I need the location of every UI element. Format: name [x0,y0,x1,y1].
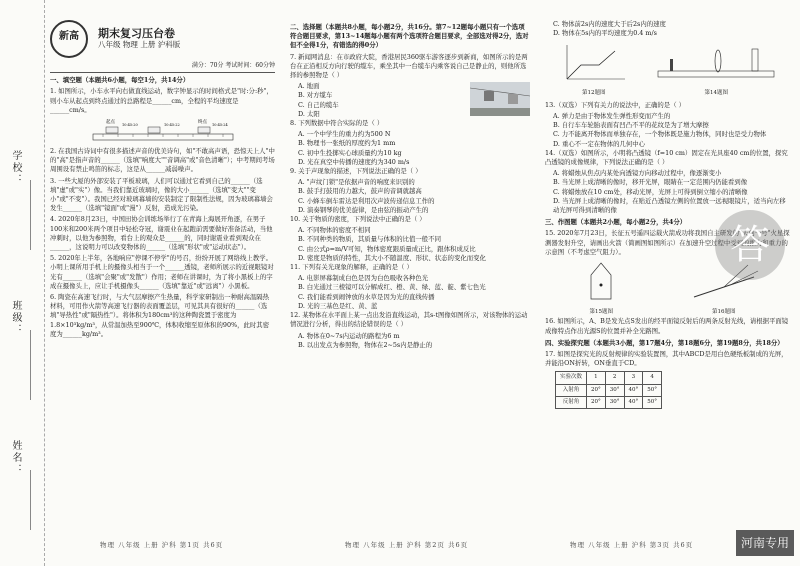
q10-option-c: C. 由公式ρ=m/V可知，物体密度跟质量成正比，跟体积成反比 [298,244,476,253]
q9-option-c: C. 小蜂车倒车雷达是利用次声波传递信息工作的 [298,196,435,205]
page-2 [290,20,530,350]
time-2: 10:45:22 [163,123,180,128]
q10-option-d: D. 密度是物质的特性，其大小不随温度、形状、状态的变化而变化 [298,253,486,262]
table-cell: 30° [605,396,624,408]
page-title: 期末复习压台卷 [98,26,176,40]
table-cell: 30° [605,384,624,396]
q14-option-d: D. 当光屏上成清晰的像时，在贴近凸透镜左侧的位置放一远视眼镜片，适当向左移动光屏可得到清晰的像 [553,196,786,215]
q8-option-b: B. 物理书一张纸的厚度约为1 mm [298,139,396,148]
q8-option-d: D. 光在真空中传播的速度约为340 m/s [298,157,410,166]
time-3: 10:45:24 [211,123,228,128]
optical-bench [656,41,776,85]
class-field [30,330,31,400]
table-header-cell: 3 [624,372,643,384]
q14-option-a: A. 将蜡烛从焦点内某处向透镜方向移动过程中，像逐渐变小 [553,169,722,178]
start-mark: 起点 [105,120,115,126]
figure-16-caption: 第16题图 [712,309,736,316]
q11-option-d: D. 光的三基色是红、黄、蓝 [298,301,378,310]
section-experiment: 四、实验探究题（本题共3小题，第17题4分，第18题6分，第19题8分，共18分） [545,338,784,347]
rocket-figure [571,259,631,305]
q14-option-c: C. 将蜡烛放在10 cm处，移动光屏，光屏上可得到倒立缩小的清晰像 [553,187,748,196]
question-15: 15. 2020年7月23日，长征五号遥四运载火箭成功将我国自主研发的"天问一号"火星探测器发射升空，请画出火箭（简画图如图所示）在加速升空过程中受到的推力和重力的示意图（不考虑空气阻力）。 [545,229,790,256]
question-13: 13.（双选）下列有关力的说法中，正确的是（ ） [545,100,686,109]
car-mid [148,127,160,133]
car-end [198,127,210,133]
figure-14 [656,41,776,97]
figure-15 [571,259,631,317]
section-fill-in: 一、填空题（本题共6小题，每空1分，共14分） [50,76,190,85]
q13-option-c: C. 力不能离开物体而单独存在，一个物体既是施力物体，同时也是受力物体 [553,130,767,139]
table-header-cell: 1 [587,372,606,384]
question-17: 17. 如图是探究光的反射规律的实验装置图，其中ABCD是用白色硬纸板制成的光屏，并能沿ON折转，ON垂直于CD。 [545,350,788,368]
figure-12 [559,41,629,97]
page-subtitle: 八年级 物理 上册 沪科版 [98,40,181,49]
name-field [30,470,31,530]
binding-margin [0,0,45,566]
table-row [556,396,662,408]
table-cell: 40° [624,396,643,408]
q10-option-a: A. 不同物体的密度不相同 [298,226,371,235]
table-cell: 50° [643,396,662,408]
table-header-cell: 4 [643,372,662,384]
q13-option-d: D. 重心不一定在物体的几何中心 [553,139,646,148]
figure-15-caption: 第15题图 [589,309,613,316]
question-9: 9. 关于声现象的描述，下列说法正确的是（ ） [290,167,422,176]
question-7-options [290,82,339,119]
q13-option-a: A. 弹力是由于物体发生弹性形变而产生的 [553,112,671,121]
question-11: 11. 下列有关光现象的解释，正确的是（ ） [290,263,413,272]
q11-option-b: B. 白光通过三棱镜可以分解成红、橙、黄、绿、蓝、靛、紫七色光 [298,283,486,292]
q14-option-b: B. 当光屏上成清晰的像时，移开光屏，眼睛在一定范围内仍能看到像 [553,178,748,187]
question-4: 4. 2020年8月23日，中国田协会训练场举行了在青海上海展开角逐，在男子100米和200米两个项目中轻松夺冠，谢震业在起跑前需要做好准备活动，当他冲刺时，以他为参照物，看台上的观众是______的，同时谢震业看到观众在______，这说明力可以改变物体的______（选填"形状"或"运动状态"）。 [50,215,273,252]
q7-option-d: D. 太阳 [298,109,320,118]
q10-option-b: B. 不同种类的物质，其质量与体积的比值一般不同 [298,235,441,244]
figure-14-caption: 第14题图 [704,89,728,96]
header [50,20,275,73]
cable-car-photo [470,82,530,116]
question-5: 5. 2020年上半年，各地响应"停课不停学"的号召，纷纷开展了网络线上教学。小明上课所用手机上的摄像头相当于一个______透镜，老师所展示的近视眼镜对光有______（选填"会聚"或"发散"）作用；老师在讲课时，为了将小黑板上的字成在摄像头上，应让手机摄像头______（选填"靠近"或"远离"）小黑板。 [50,254,274,290]
q8-option-a: A. 一个中学生的重力约为500 N [298,130,391,139]
q7-option-c: C. 自己的缆车 [298,100,339,109]
question-8: 8. 下列数据中符合实际的是（ ） [290,119,384,128]
table-header-cell: 实验次数 [556,372,587,384]
question-3: 3. 一些大厦的外部安装了平板玻璃，人们可以通过它看到自己的______（选填"虚"或"实"）像。当我们靠近玻璃时，像的大小______（选填"变大""变小"或"不变"）。我国已经对玻璃幕墙的安装制定了限制性法规，因为玻璃幕墙会发生______（选填"镜面"或"漫"）反射，造成光污染。 [50,176,273,213]
footer-page-2: 物理 八年级 上册 沪科 第2页 共6页 [345,541,469,549]
question-1: 1. 如图所示，小车水平向右做直线运动，数字钟显示的时间格式是"时:分:秒"，则小车从起点到终点通过的总路程是______cm，全程的平均速度是______cm/s。 [50,87,273,114]
ruler-ticks [103,134,223,137]
question-7-body [290,82,530,119]
car-start [106,127,118,133]
school-label: 学校： [10,150,21,186]
table-cell: 20° [587,384,606,396]
question-2: 2. 在我国古诗词中有很多描述声音的优美诗句，如"不敢高声语，恐惊天上人"中的"高"是指声音的______（选填"响度大""音调高"或"音色清晰"）；中考期间考场周围设有禁止鸣笛的标志，这是从______减弱噪声。 [50,147,275,174]
section-multiple-choice: 二、选择题（本题共8小题，每小题2分，共16分。第7~12题每小题只有一个选项符合题目要求，第13~14题每小题有两个选项符合题目要求，全部选对得2分，选对但不全得1分，有错选的得0分） [290,23,529,50]
footer-page-1: 物理 八年级 上册 沪科 第1页 共6页 [100,541,224,549]
table-row [556,384,662,396]
q11-option-c: C. 我们能看到闹钟放的水草是因为光的直线传播 [298,292,435,301]
table-cell: 入射角 [556,384,587,396]
end-mark: 终点 [197,120,207,126]
question-16: 16. 如图所示，A、B是发光点S发出的经平面镜反射后的两条反射光线，请根据平面镜成像特点作出光源S的位置并补全光路图。 [545,317,789,335]
name-label: 姓名： [10,440,21,476]
q12-option-b: B. 以出发点为参照物，物体在2~5s内是静止的 [298,340,433,349]
question-1-figure [88,118,238,144]
school-field [30,180,31,250]
q7-option-a: A. 地面 [298,82,320,91]
table-cell: 反射角 [556,396,587,408]
figure-12-caption: 第12题图 [582,89,606,96]
q9-option-d: D. 演奏钢琴的优美旋律，是由弦的振动产生的 [298,205,429,214]
exam-meta: 满分：70分 考试时间：60分钟 [50,61,275,73]
class-label: 班级： [10,300,21,336]
q11-option-a: A. 电影屏幕制成白色是因为白色吸收各种色光 [298,274,429,283]
q9-option-b: B. 鼓手打鼓用的力越大，鼓声的音调就越高 [298,187,422,196]
data-table [555,371,662,409]
q13-option-b: B. 自行车车轮胎表面有凹凸不平的花纹是为了增大摩擦 [553,121,709,130]
page-1 [50,20,275,341]
question-12: 12. 某物体在水平面上某一点出发沿直线运动，其s-t图像如图所示，对该物体的运动情况进行分析，得出的结论错误的是（ ） [290,311,528,329]
table-header-cell: 2 [605,372,624,384]
table-cell: 20° [587,396,606,408]
q12-option-d: D. 物体在5s内的平均速度为0.4 m/s [553,29,657,38]
region-badge: 河南专用 [736,530,794,556]
table-cell: 50° [643,384,662,396]
table-cell: 40° [624,384,643,396]
q12-option-a: A. 物体在0~7s内运动的路程为6 m [298,331,400,340]
q12-option-c: C. 物体前2s内的速度大于后2s内的速度 [553,20,666,28]
question-10: 10. 关于物质的密度，下列说法中正确的是（ ） [290,215,426,224]
table-header [556,372,662,384]
question-6: 6. 陶瓷在高速飞行时，与大气层摩擦产生热量，科学家研制出一种耐高温隔热材料，可用作火箭等高速飞行器的表面覆盖层，可见其具有很好的______（选填"导热性"或"隔热性"）。将体积为180cm³的这种陶瓷置于密度为1.8×10³kg/m³，从常温加热至900℃，体积收缩至原体积的90%，此时其密度为______kg/m³。 [50,293,270,338]
question-7: 7. 新闻网消息：在市政府大院，香港居民360驱车游客逐步到新商，如图所示的是两台在正沿相反方向行驶的缆车，乘坐其中一台缆车内乘客说自己是静止的，则他所选择的参照物是（ ） [290,52,528,80]
q8-option-c: C. 初中生投掷实心球质量约为10 kg [298,148,402,157]
question-14: 14.（双选）如图所示，小明将凸透镜（f=10 cm）固定在光具座40 cm的位置，探究凸透镜的成像规律，下列说法正确的是（ ） [545,148,788,167]
watermark-stamp: 答 [715,210,785,280]
brand-logo: 新高 [50,20,88,58]
time-1: 10:45:20 [121,123,138,128]
q7-option-b: B. 对方缆车 [298,91,333,100]
figures-12-14 [545,41,790,97]
q9-option-a: A. "声纹门锁"是依据声音的响度来识别的 [298,178,415,187]
st-graph [559,41,629,85]
footer-page-3: 物理 八年级 上册 沪科 第3页 共6页 [570,541,694,549]
section-drawing: 三、作图题（本题共2小题，每小题2分，共4分） [545,218,687,227]
